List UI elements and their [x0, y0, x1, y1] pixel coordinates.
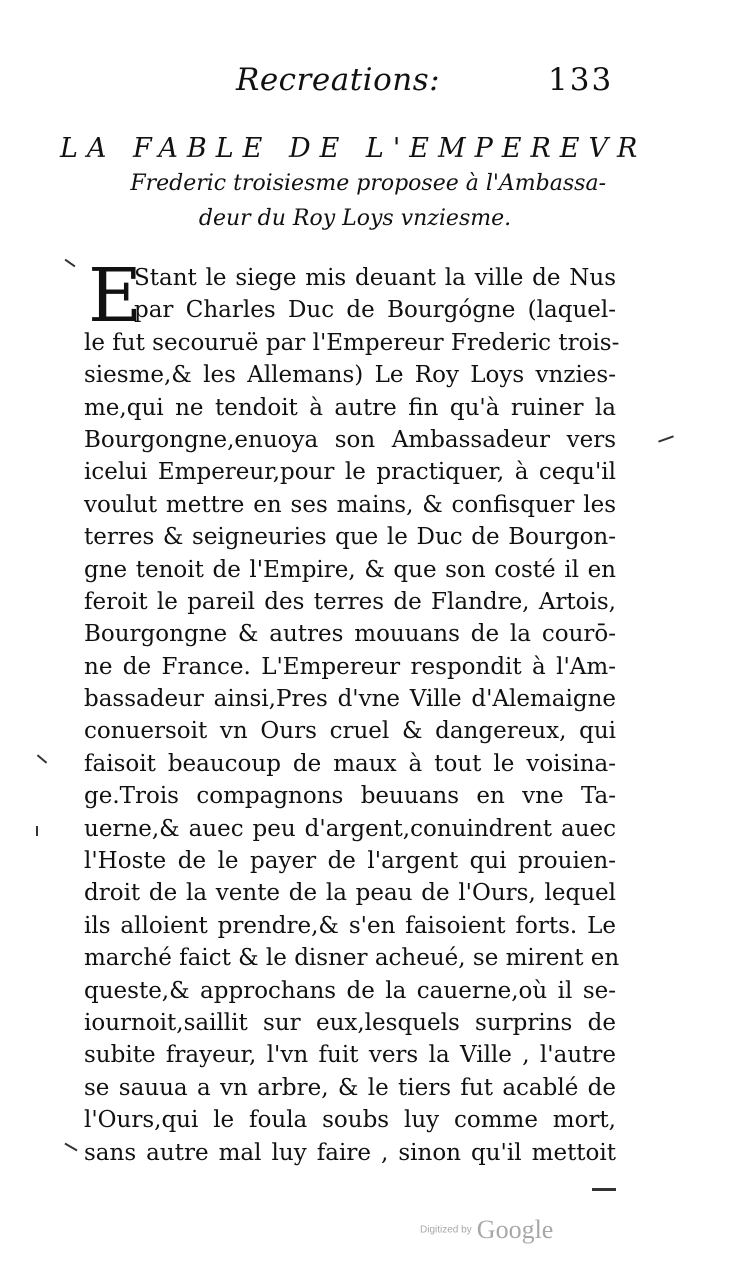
ink-mark	[36, 826, 38, 836]
text-line: terres & seigneuries que le Duc de Bourgon-	[84, 524, 616, 551]
text-line: bassadeur ainsi,Pres d'vne Ville d'Alemaigne	[84, 686, 616, 713]
running-title: Recreations:	[236, 62, 441, 98]
text-line: me,qui ne tendoit à autre fin qu'à ruiner la	[84, 394, 616, 421]
ink-mark	[37, 754, 47, 763]
text-line: sans autre mal luy faire , sinon qu'il mettoit	[84, 1139, 616, 1166]
text-line: gne tenoit de l'Empire, & que son costé il en	[84, 556, 616, 583]
watermark-small-text: Digitized by	[420, 1224, 472, 1236]
text-line: Stant le siege mis deuant la ville de Nus	[134, 265, 616, 291]
ink-mark	[658, 435, 674, 442]
ink-mark	[592, 1188, 616, 1191]
text-line: uerne,& auec peu d'argent,conuindrent auec	[84, 815, 616, 842]
title-line-1: LA FABLE DE L'EMPEREVR	[60, 133, 647, 164]
text-line: l'Hoste de le payer de l'argent qui prouien-	[84, 848, 616, 875]
ink-mark	[64, 1143, 77, 1152]
text-line: le fut secouruë par l'Empereur Frederic trois-	[84, 329, 620, 356]
title-line-3: deur du Roy Loys vnziesme.	[198, 206, 512, 231]
text-line: ne de France. L'Empereur respondit à l'Am-	[84, 653, 616, 680]
text-line: icelui Empereur,pour le practiquer, à cequ'il	[84, 459, 616, 486]
text-line: marché faict & le disner acheué, se mirent en	[84, 945, 620, 972]
chapter-title	[60, 133, 647, 236]
page-number: 133	[548, 62, 614, 98]
title-line-2: Frederic troisiesme proposee à l'Ambassa-	[130, 171, 606, 196]
text-line: iournoit,saillit sur eux,lesquels surprins de	[84, 1009, 616, 1036]
text-line: se sauua a vn arbre, & le tiers fut acablé de	[84, 1074, 616, 1101]
text-line: par Charles Duc de Bourgógne (laquel-	[134, 297, 616, 324]
text-line: ge.Trois compagnons beuuans en vne Ta-	[84, 783, 616, 810]
body-text	[84, 253, 620, 1169]
drop-cap: E	[88, 253, 143, 339]
text-line: Bourgongne & autres mouuans de la courō-	[84, 621, 616, 648]
text-line: Bourgongne,enuoya son Ambassadeur vers	[84, 426, 616, 453]
text-line: feroit le pareil des terres de Flandre, Artois,	[84, 588, 616, 615]
text-line: voulut mettre en ses mains, & confisquer les	[84, 491, 616, 518]
text-line: queste,& approchans de la cauerne,où il se-	[84, 977, 616, 1004]
digitized-by-google-watermark	[420, 1215, 553, 1245]
text-line: ils alloient prendre,& s'en faisoient forts. Le	[84, 912, 616, 939]
text-line: droit de la vente de la peau de l'Ours, lequel	[84, 880, 616, 907]
ink-mark	[65, 259, 76, 268]
text-line: faisoit beaucoup de maux à tout le voisina-	[84, 750, 616, 777]
text-line: subite frayeur, l'vn fuit vers la Ville , l'autre	[84, 1042, 616, 1069]
watermark-logo-text: Google	[476, 1215, 554, 1244]
text-line: siesme,& les Allemans) Le Roy Loys vnzies-	[84, 362, 616, 389]
text-line: l'Ours,qui le foula soubs luy comme mort,	[84, 1107, 616, 1134]
text-line: conuersoit vn Ours cruel & dangereux, qui	[84, 718, 616, 745]
